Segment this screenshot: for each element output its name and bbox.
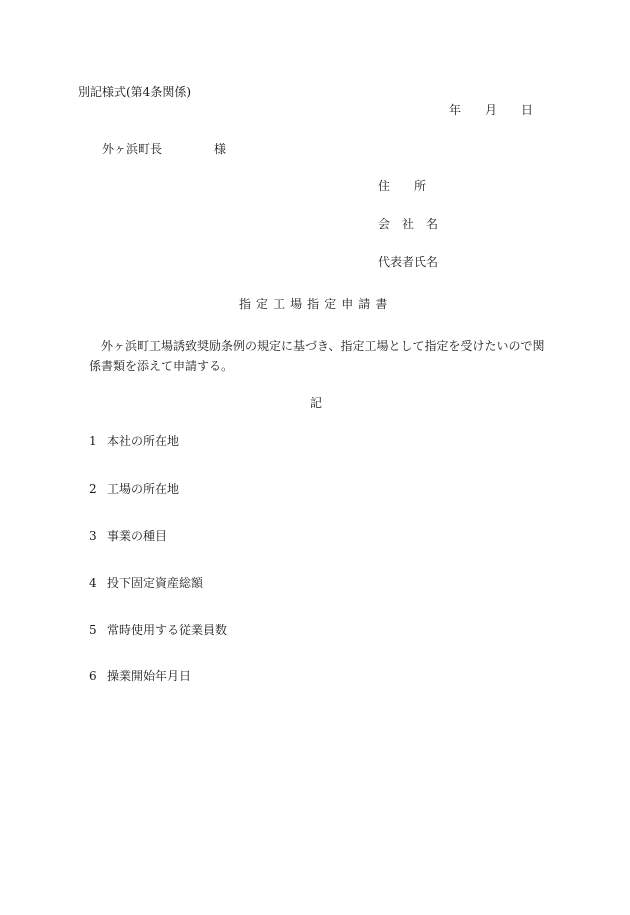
list-item [89,483,179,495]
body-text: 外ヶ浜町工場誘致奨励条例の規定に基づき、指定工場として指定を受けたいので関係書類を添えて申請する。 [89,339,545,373]
item-label: 本社の所在地 [107,434,180,448]
date-year: 年 [449,103,462,117]
form-label: 別記様式(第4条関係) [78,85,191,99]
item-label: 工場の所在地 [107,482,180,496]
item-number: 4 [89,576,97,590]
list-item [89,577,203,589]
item-label: 事業の種目 [107,529,168,543]
applicant-company-label: 会 社 名 [378,217,439,231]
item-label: 投下固定資産総額 [107,576,204,590]
addressee [102,143,226,155]
item-number: 2 [89,482,97,496]
applicant-address-label: 住 所 [378,179,427,193]
applicant-representative-label: 代表者氏名 [378,255,439,269]
list-item [89,435,179,447]
ki-heading: 記 [310,396,323,410]
addressee-honorific: 様 [214,142,227,156]
date-month: 月 [485,103,498,117]
addressee-name: 外ヶ浜町長 [102,142,163,156]
list-item [89,530,167,542]
item-number: 6 [89,669,97,683]
item-label: 常時使用する従業員数 [107,623,228,637]
item-number: 3 [89,529,97,543]
document-title: 指定工場指定申請書 [239,297,393,311]
date-line [449,104,533,116]
list-item [89,670,191,682]
item-number: 1 [89,434,97,448]
list-item [89,624,227,636]
date-day: 日 [521,103,534,117]
item-number: 5 [89,623,97,637]
item-label: 操業開始年月日 [107,669,192,683]
